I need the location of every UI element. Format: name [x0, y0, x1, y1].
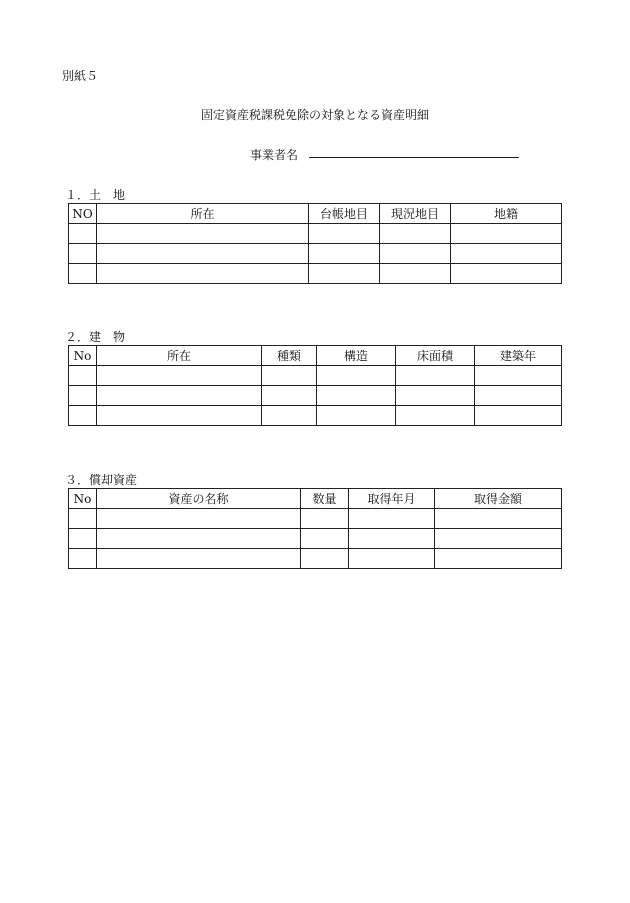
depreciable-assets-table: [68, 488, 562, 569]
depreciable-assets-section-heading: ３．償却資産: [65, 473, 138, 487]
table-cell[interactable]: [435, 529, 562, 549]
table-cell[interactable]: [301, 509, 349, 529]
table-cell[interactable]: [262, 406, 317, 426]
column-header-location: 所在: [97, 204, 309, 224]
table-cell[interactable]: [97, 244, 309, 264]
table-header-row: [69, 204, 562, 224]
table-cell[interactable]: [69, 244, 97, 264]
table-cell[interactable]: [97, 509, 301, 529]
table-cell[interactable]: [475, 366, 562, 386]
table-cell[interactable]: [451, 224, 562, 244]
table-cell[interactable]: [97, 264, 309, 284]
table-cell[interactable]: [317, 406, 396, 426]
table-header-row: [69, 489, 562, 509]
table-row: [69, 549, 562, 569]
table-row: [69, 529, 562, 549]
table-cell[interactable]: [349, 529, 435, 549]
table-cell[interactable]: [396, 386, 475, 406]
table-row: [69, 366, 562, 386]
table-header-row: [69, 346, 562, 366]
table-cell[interactable]: [396, 366, 475, 386]
table-cell[interactable]: [435, 509, 562, 529]
column-header-build-year: 建築年: [475, 346, 562, 366]
building-table: [68, 345, 562, 426]
table-cell[interactable]: [97, 406, 262, 426]
table-cell[interactable]: [475, 386, 562, 406]
table-cell[interactable]: [380, 244, 451, 264]
table-cell[interactable]: [435, 549, 562, 569]
table-cell[interactable]: [97, 366, 262, 386]
table-row: [69, 406, 562, 426]
table-row: [69, 244, 562, 264]
attachment-label: 別紙５: [62, 69, 99, 83]
table-cell[interactable]: [69, 366, 97, 386]
land-table: [68, 203, 562, 284]
table-cell[interactable]: [309, 264, 380, 284]
operator-name-label: 事業者名: [250, 148, 299, 162]
column-header-asset-name: 資産の名称: [97, 489, 301, 509]
table-row: [69, 224, 562, 244]
table-cell[interactable]: [309, 244, 380, 264]
column-header-no: NO: [69, 204, 97, 224]
table-cell[interactable]: [317, 386, 396, 406]
table-cell[interactable]: [262, 386, 317, 406]
table-cell[interactable]: [97, 529, 301, 549]
table-cell[interactable]: [380, 224, 451, 244]
table-cell[interactable]: [69, 529, 97, 549]
table-cell[interactable]: [380, 264, 451, 284]
table-cell[interactable]: [396, 406, 475, 426]
table-cell[interactable]: [317, 366, 396, 386]
table-cell[interactable]: [69, 224, 97, 244]
column-header-current-land-category: 現況地目: [380, 204, 451, 224]
table-cell[interactable]: [451, 264, 562, 284]
table-cell[interactable]: [301, 549, 349, 569]
table-cell[interactable]: [97, 224, 309, 244]
table-cell[interactable]: [301, 529, 349, 549]
column-header-type: 種類: [262, 346, 317, 366]
column-header-acquisition-date: 取得年月: [349, 489, 435, 509]
table-cell[interactable]: [69, 549, 97, 569]
table-cell[interactable]: [97, 549, 301, 569]
column-header-structure: 構造: [317, 346, 396, 366]
table-cell[interactable]: [475, 406, 562, 426]
column-header-no: No: [69, 489, 97, 509]
table-row: [69, 386, 562, 406]
column-header-acquisition-cost: 取得金額: [435, 489, 562, 509]
table-cell[interactable]: [349, 509, 435, 529]
land-section-heading: １．土 地: [65, 188, 126, 202]
table-cell[interactable]: [97, 386, 262, 406]
table-cell[interactable]: [69, 509, 97, 529]
table-cell[interactable]: [309, 224, 380, 244]
column-header-registered-land-category: 台帳地目: [309, 204, 380, 224]
operator-name-field[interactable]: [309, 157, 519, 158]
table-cell[interactable]: [69, 386, 97, 406]
table-row: [69, 264, 562, 284]
column-header-floor-area: 床面積: [396, 346, 475, 366]
table-cell[interactable]: [349, 549, 435, 569]
building-section-heading: ２．建 物: [65, 330, 126, 344]
column-header-land-area: 地籍: [451, 204, 562, 224]
document-title: 固定資産税課税免除の対象となる資産明細: [200, 108, 429, 122]
column-header-location: 所在: [97, 346, 262, 366]
table-cell[interactable]: [69, 406, 97, 426]
table-cell[interactable]: [262, 366, 317, 386]
column-header-no: No: [69, 346, 97, 366]
table-cell[interactable]: [69, 264, 97, 284]
table-cell[interactable]: [451, 244, 562, 264]
column-header-quantity: 数量: [301, 489, 349, 509]
table-row: [69, 509, 562, 529]
